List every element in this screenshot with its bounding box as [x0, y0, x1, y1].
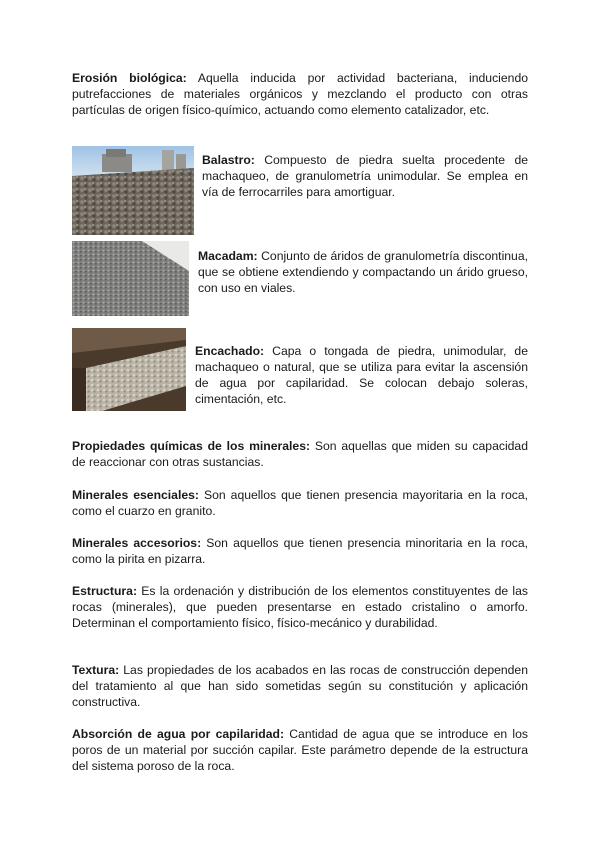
text-textura: Las propiedades de los acabados en las rocas de construcción dependen del tratamiento al que han sido sometidas según su constitución y aplicación constructiva. [72, 663, 528, 709]
paragraph-estructura [72, 583, 528, 631]
text-propiedades: Son aquellas que miden su capacidad de reaccionar con otras sustancias. [72, 439, 528, 469]
macadam-photo [72, 241, 189, 316]
term-accesorios: Minerales accesorios: [72, 536, 202, 550]
text-erosion: Aquella inducida por actividad bacteriana, induciendo putrefacciones de materiales orgánicos y mezclando el producto con otras partículas de origen físico-químico, actuando como elemento catalizador, etc. [72, 71, 528, 117]
text-absorcion: Cantidad de agua que se introduce en los poros de un material por succión capilar. Este parámetro depende de la estructura del sistema poroso de la roca. [72, 727, 528, 773]
encachado-photo [72, 328, 186, 411]
paragraph-absorcion [72, 726, 528, 774]
paragraph-textura [72, 662, 528, 710]
term-encachado: Encachado: [195, 344, 265, 358]
term-textura: Textura: [72, 663, 120, 677]
text-macadam: Conjunto de áridos de granulometría discontinua, que se obtiene extendiendo y compactando un árido grueso, con uso en viales. [198, 249, 528, 295]
text-encachado: Capa o tongada de piedra, unimodular, de machaqueo o natural, que se utiliza para evitar la ascensión de agua por capilaridad. Se colocan debajo soleras, cimentación, etc. [195, 344, 528, 406]
term-propiedades: Propiedades químicas de los minerales: [72, 439, 311, 453]
text-balastro: Compuesto de piedra suelta procedente de machaqueo, de granulometría unimodular. Se emplea en vía de ferrocarriles para amortiguar. [202, 153, 528, 199]
text-esenciales: Son aquellos que tienen presencia mayoritaria en la roca, como el cuarzo en granito. [72, 488, 528, 518]
term-absorcion: Absorción de agua por capilaridad: [72, 727, 284, 741]
term-esenciales: Minerales esenciales: [72, 488, 199, 502]
term-erosion: Erosión biológica: [72, 71, 187, 85]
paragraph-propiedades [72, 438, 528, 470]
term-macadam: Macadam: [198, 249, 258, 263]
paragraph-balastro [202, 152, 528, 200]
term-estructura: Estructura: [72, 584, 138, 598]
text-estructura: Es la ordenación y distribución de los elementos constituyentes de las rocas (minerales), que pueden presentarse en estado cristalino o amorfo. Determinan el comportamiento físico, físico-mecánico y durabilidad. [72, 584, 528, 630]
paragraph-macadam [198, 248, 528, 296]
paragraph-accesorios [72, 535, 528, 567]
paragraph-erosion [72, 70, 528, 118]
paragraph-encachado [195, 343, 528, 407]
paragraph-esenciales [72, 487, 528, 519]
ballast-photo [72, 146, 194, 235]
term-balastro: Balastro: [202, 153, 255, 167]
text-accesorios: Son aquellos que tienen presencia minoritaria en la roca, como la pirita en pizarra. [72, 536, 528, 566]
